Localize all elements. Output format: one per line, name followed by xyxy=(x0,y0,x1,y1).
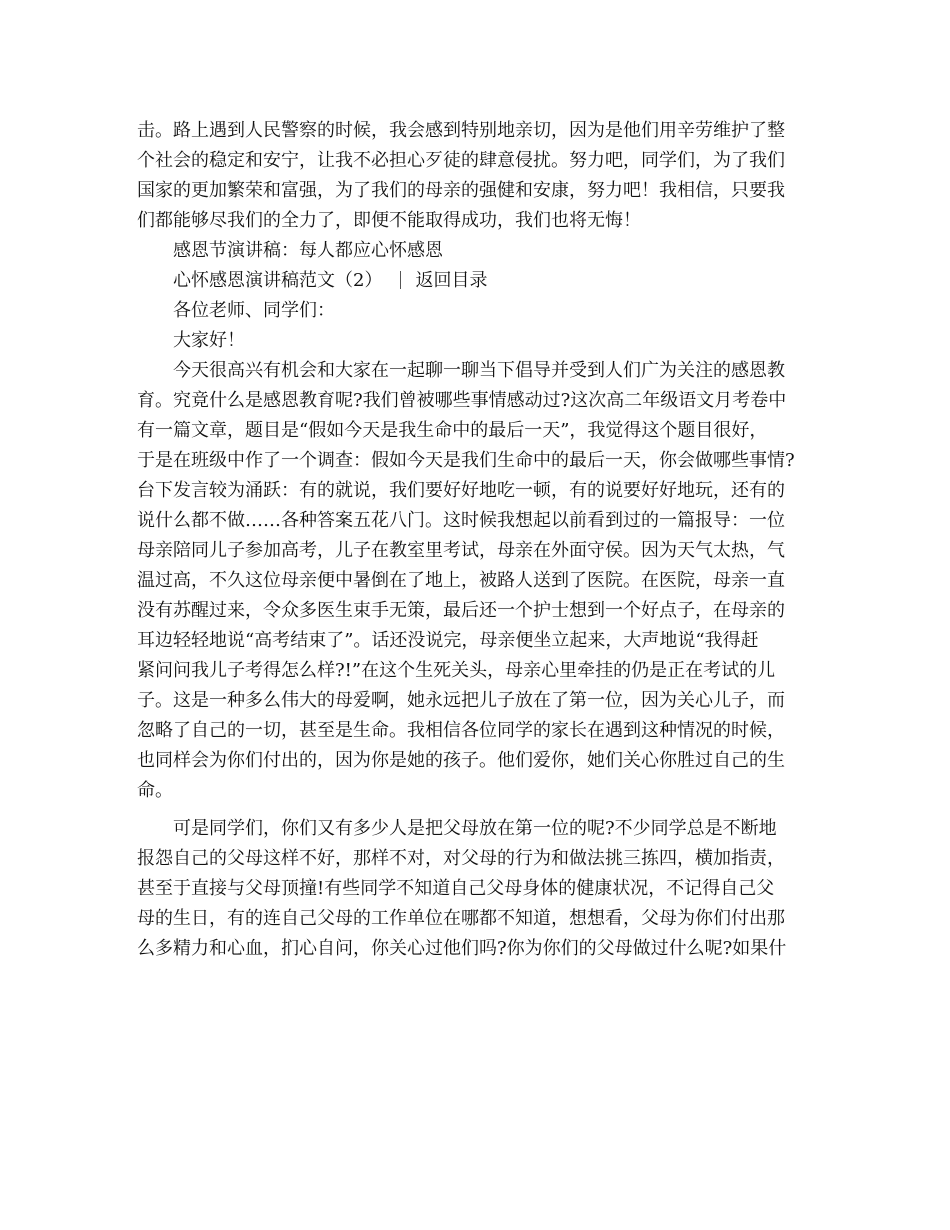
document-body xyxy=(137,116,817,964)
text-line: 台下发言较为涌跃：有的就说，我们要好好地吃一顿，有的说要好好地玩，还有的 xyxy=(137,480,785,501)
divider xyxy=(400,271,401,289)
greeting-line: 各位老师、同学们： xyxy=(173,300,335,321)
text-line: 于是在班级中作了一个调查：假如今天是我们生命中的最后一天，你会做哪些事情? xyxy=(137,450,795,471)
sub-heading: 心怀感恩演讲稿范文（2） xyxy=(173,270,383,291)
paragraph-2 xyxy=(137,356,817,806)
text-line: 么多精力和心血，扪心自问，你关心过他们吗?你为你们的父母做过什么呢?如果什 xyxy=(137,938,787,959)
text-line: 忽略了自己的一切，甚至是生命。我相信各位同学的家长在遇到这种情况的时候， xyxy=(137,720,785,741)
text-line: 国家的更加繁荣和富强，为了我们的母亲的强健和安康，努力吧！我相信，只要我 xyxy=(137,180,785,201)
text-line: 耳边轻轻地说“高考结束了”。话还没说完，母亲便坐立起来，大声地说“我得赶 xyxy=(137,630,759,651)
text-line: 没有苏醒过来，令众多医生束手无策，最后还一个护士想到一个好点子，在母亲的 xyxy=(137,600,785,621)
text-line: 母的生日，有的连自己父母的工作单位在哪都不知道，想想看，父母为你们付出那 xyxy=(137,908,785,929)
text-line: 报怨自己的父母这样不好，那样不对，对父母的行为和做法挑三拣四，横加指责， xyxy=(137,848,785,869)
text-line: 们都能够尽我们的全力了，即便不能取得成功，我们也将无悔！ xyxy=(137,210,641,231)
text-line: 也同样会为你们付出的，因为你是她的孩子。他们爱你，她们关心你胜过自己的生 xyxy=(137,750,785,771)
text-line: 紧问问我儿子考得怎么样?!”在这个生死关头，母亲心里牵挂的仍是正在考试的儿 xyxy=(137,660,776,681)
text-line: 说什么都不做……各种答案五花八门。这时候我想起以前看到过的一篇报导：一位 xyxy=(137,510,785,531)
text-line: 甚至于直接与父母顶撞!有些同学不知道自己父母身体的健康状况，不记得自己父 xyxy=(137,878,775,899)
text-line: 子。这是一种多么伟大的母爱啊，她永远把儿子放在了第一位，因为关心儿子，而 xyxy=(137,690,785,711)
sub-heading-row xyxy=(137,266,817,296)
text-line: 今天很高兴有机会和大家在一起聊一聊当下倡导并受到人们广为关注的感恩教 xyxy=(173,360,785,381)
text-line: 母亲陪同儿子参加高考，儿子在教室里考试，母亲在外面守侯。因为天气太热，气 xyxy=(137,540,785,561)
text-line: 育。究竟什么是感恩教育呢?我们曾被哪些事情感动过?这次高二年级语文月考卷中 xyxy=(137,390,787,411)
text-line: 温过高，不久这位母亲便中暑倒在了地上，被路人送到了医院。在医院，母亲一直 xyxy=(137,570,785,591)
paragraph-1 xyxy=(137,116,817,236)
text-line: 个社会的稳定和安宁，让我不必担心歹徒的肆意侵扰。努力吧，同学们，为了我们 xyxy=(137,150,785,171)
text-line: 可是同学们，你们又有多少人是把父母放在第一位的呢?不少同学总是不断地 xyxy=(173,818,777,839)
text-line: 命。 xyxy=(137,780,173,801)
section-title: 感恩节演讲稿：每人都应心怀感恩 xyxy=(173,240,443,261)
paragraph-3 xyxy=(137,814,817,964)
greeting-line: 大家好！ xyxy=(173,330,245,351)
text-line: 击。路上遇到人民警察的时候，我会感到特别地亲切，因为是他们用辛劳维护了整 xyxy=(137,120,785,141)
back-to-contents-link[interactable]: 返回目录 xyxy=(415,270,488,291)
text-line: 有一篇文章，题目是“假如今天是我生命中的最后一天”，我觉得这个题目很好， xyxy=(137,420,768,441)
